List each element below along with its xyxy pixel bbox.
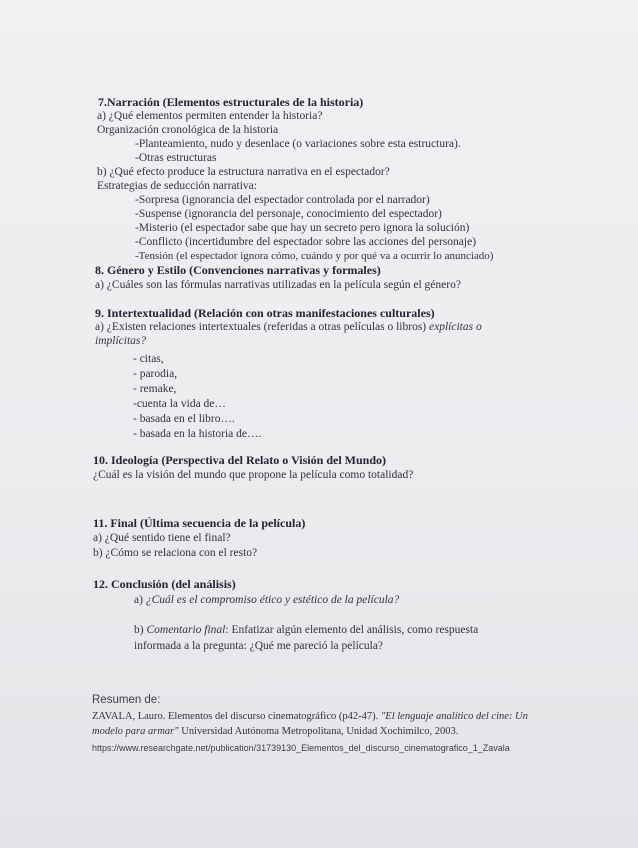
reference-url[interactable]: https://www.researchgate.net/publication/31739130_Elementos_del_discurso_cinematografico_1_Zavala	[92, 743, 510, 753]
section-7-question-b: b) ¿Qué efecto produce la estructura narrativa en el espectador?	[97, 166, 390, 178]
section-12-question-b-line-1	[134, 623, 478, 637]
reference-line-2	[92, 725, 458, 739]
section-12-title: 12. Conclusión (del análisis)	[93, 577, 236, 591]
section-7-strategy-2: -Suspense (ignorancia del personaje, conocimiento del espectador)	[135, 208, 442, 220]
section-7-strategy-3: -Misterio (el espectador sabe que hay un secreto pero ignora la solución)	[135, 222, 470, 234]
reference-publisher: Universidad Autónoma Metropolitana, Unidad Xochimilco, 2003.	[178, 726, 459, 737]
section-9-list-item: - basada en el libro….	[133, 413, 235, 425]
summary-label: Resumen de:	[92, 694, 161, 706]
section-12-question-b-prefix: b)	[134, 624, 144, 636]
section-7-title: 7.Narración (Elementos estructurales de la historia)	[98, 95, 364, 109]
section-9-list-item: - citas,	[133, 353, 164, 365]
section-9-list-item: -cuenta la vida de…	[133, 398, 226, 410]
section-9-list-item: - basada en la historia de….	[133, 428, 262, 440]
section-9-list-item: - remake,	[133, 383, 177, 395]
section-7-org-item-1: -Planteamiento, nudo y desenlace (o variaciones sobre esta estructura).	[135, 138, 461, 150]
section-11-title: 11. Final (Última secuencia de la película)	[93, 516, 306, 530]
section-8-question-a: a) ¿Cuáles son las fórmulas narrativas utilizadas en la película según el género?	[95, 279, 461, 291]
section-9-title: 9. Intertextualidad (Relación con otras manifestaciones culturales)	[95, 306, 435, 320]
section-12-question-b-italic: Comentario final	[146, 624, 226, 636]
section-7-strategy-1: -Sorpresa (ignorancia del espectador controlada por el narrador)	[135, 194, 430, 206]
section-7-strategies-heading: Estrategias de seducción narrativa:	[97, 180, 257, 192]
reference-line-1	[92, 710, 528, 724]
section-7-org-heading: Organización cronológica de la historia	[97, 124, 279, 136]
section-7-strategy-5: -Tensión (el espectador ignora cómo, cuándo y por qué va a ocurrir lo anunciado)	[135, 250, 494, 262]
section-7-question-a: a) ¿Qué elementos permiten entender la historia?	[97, 110, 323, 122]
section-7-org-item-2: -Otras estructuras	[135, 152, 217, 164]
section-12-question-a-prefix: a)	[134, 594, 143, 606]
section-9-question-a-italic-2: implícitas?	[95, 335, 147, 347]
section-9-list-item: - parodia,	[133, 368, 178, 380]
section-7-strategy-4: -Conflicto (incertidumbre del espectador sobre las acciones del personaje)	[135, 236, 477, 248]
section-10-question: ¿Cuál es la visión del mundo que propone la película como totalidad?	[93, 469, 414, 481]
reference-title-italic-2: modelo para armar"	[92, 726, 179, 737]
section-12-question-a	[134, 593, 399, 607]
section-12-question-b-text: : Enfatizar algún elemento del análisis, como respuesta	[225, 624, 479, 636]
reference-text: ZAVALA, Lauro. Elementos del discurso cinematográfico (p42-47).	[92, 711, 379, 722]
section-11-question-a: a) ¿Qué sentido tiene el final?	[93, 532, 231, 544]
section-9-question-a-text: a) ¿Existen relaciones intertextuales (referidas a otras películas o libros)	[95, 321, 427, 333]
section-12-question-a-text: ¿Cuál es el compromiso ético y estético de la película?	[145, 594, 400, 606]
section-8-title: 8. Género y Estilo (Convenciones narrativas y formales)	[95, 263, 381, 277]
section-9-question-a-italic-1: explícitas o	[429, 321, 482, 333]
section-10-title: 10. Ideología (Perspectiva del Relato o Visión del Mundo)	[93, 453, 386, 467]
section-12-question-b-line-2: informada a la pregunta: ¿Qué me pareció la película?	[134, 640, 384, 652]
section-9-question-a-line-1	[95, 320, 482, 334]
section-11-question-b: b) ¿Cómo se relaciona con el resto?	[93, 547, 258, 559]
reference-title-italic: "El lenguaje analítico del cine: Un	[380, 711, 528, 722]
